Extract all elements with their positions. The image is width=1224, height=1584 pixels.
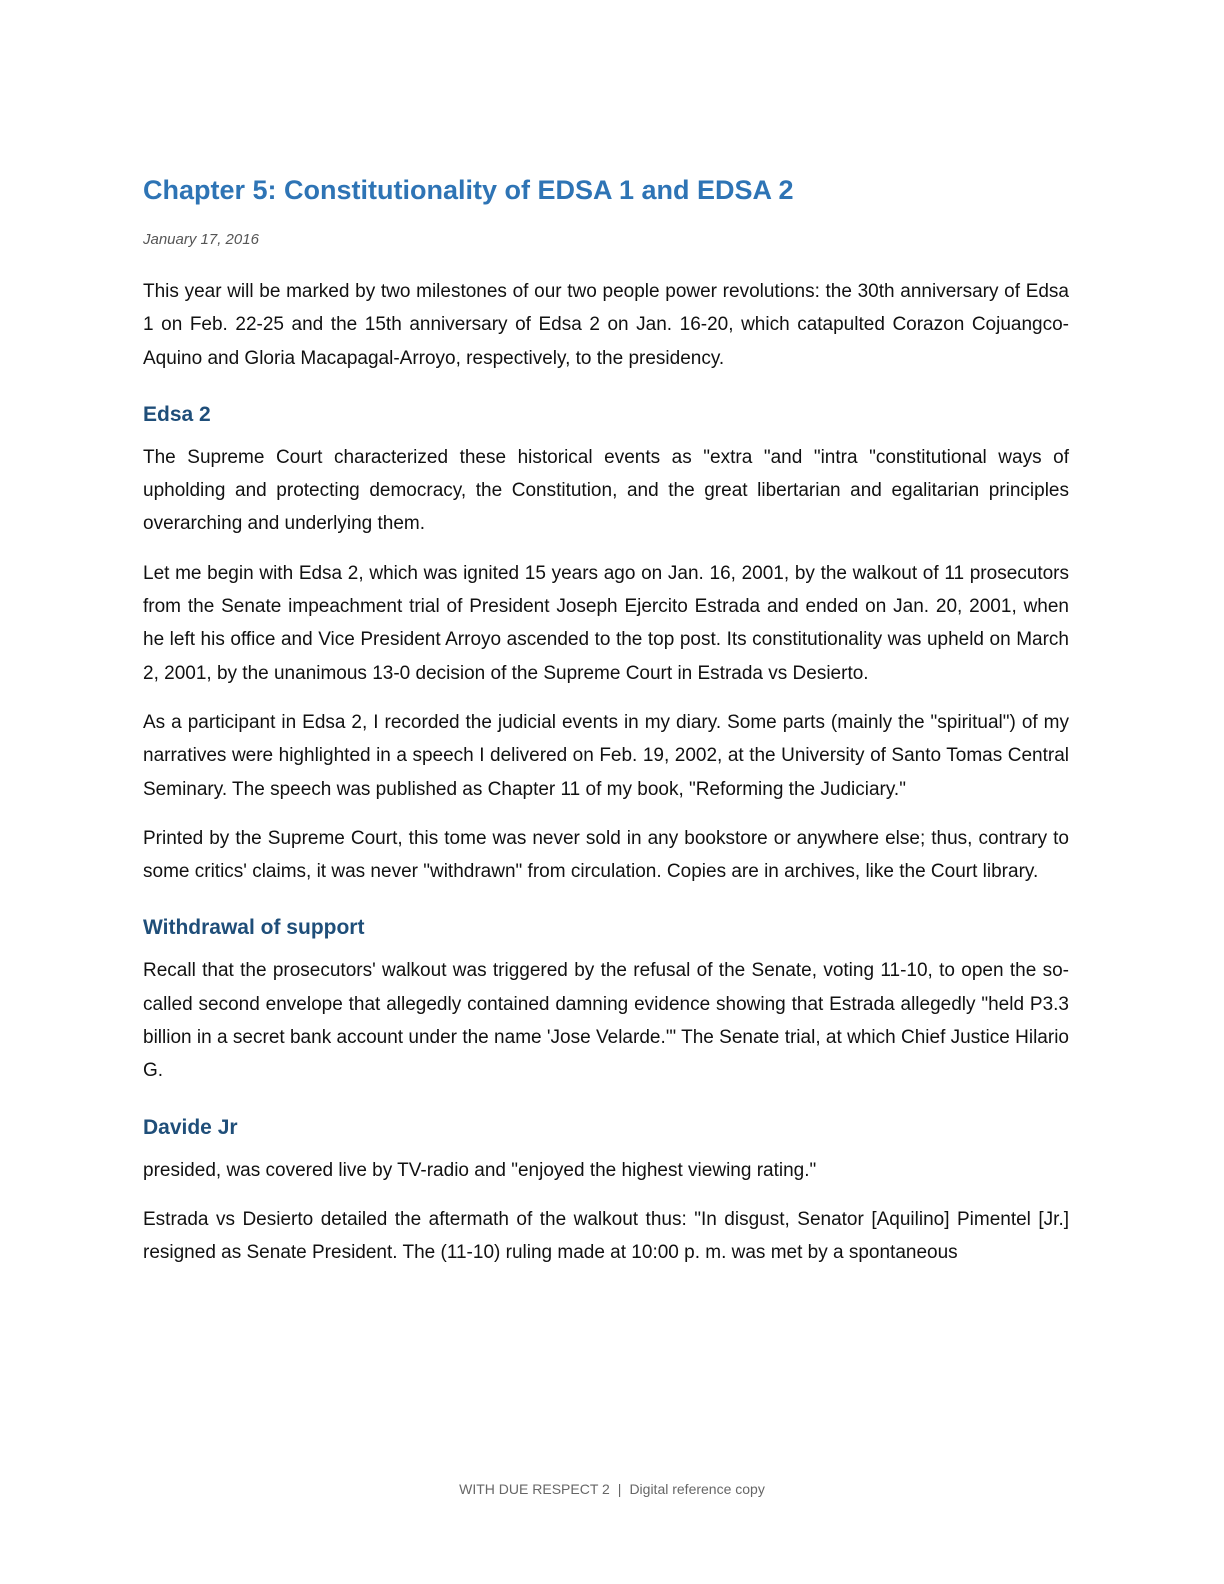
section-heading-edsa-2: Edsa 2 <box>143 402 211 426</box>
page-footer <box>0 1480 1224 1498</box>
paragraph: Recall that the prosecutors' walkout was triggered by the refusal of the Senate, voting 11-10, to open the so-called second envelope that allegedly contained damning evidence showing that Estrada allegedly "held P3.3 billion in a secret bank account under the name 'Jose Velarde.'" The Senate trial, at which Chief Justice Hilario G. <box>143 960 1069 1082</box>
footer-note: Digital reference copy <box>629 1481 765 1497</box>
paragraph: presided, was covered live by TV-radio and "enjoyed the highest viewing rating." <box>143 1159 817 1181</box>
paragraph-intro: This year will be marked by two milestones of our two people power revolutions: the 30th anniversary of Edsa 1 on Feb. 22-25 and the 15th anniversary of Edsa 2 on Jan. 16-20, which catapulted Corazon Cojuangco-Aquino and Gloria Macapagal-Arroyo, respectively, to the presidency. <box>143 281 1069 369</box>
paragraph: As a participant in Edsa 2, I recorded the judicial events in my diary. Some parts (mainly the "spiritual") of my narratives were highlighted in a speech I delivered on Feb. 19, 2002, at the University of Santo Tomas Central Seminary. The speech was published as Chapter 11 of my book, "Reforming the Judiciary." <box>143 711 1069 800</box>
chapter-title: Chapter 5: Constitutionality of EDSA 1 and EDSA 2 <box>143 175 794 205</box>
section-heading-withdrawal-of-support: Withdrawal of support <box>143 916 365 940</box>
paragraph: Let me begin with Edsa 2, which was ignited 15 years ago on Jan. 16, 2001, by the walkout of 11 prosecutors from the Senate impeachment trial of President Joseph Ejercito Estrada and ended on Jan. 20, 2001, when he left his office and Vice President Arroyo ascended to the top post. Its constitutionality was upheld on March 2, 2001, by the unanimous 13-0 decision of the Supreme Court in Estrada vs Desierto. <box>143 562 1069 684</box>
footer-separator: | <box>617 1481 622 1497</box>
paragraph: Printed by the Supreme Court, this tome was never sold in any bookstore or anywhere else; thus, contrary to some critics' claims, it was never "withdrawn" from circulation. Copies are in archives, like the Court library. <box>143 827 1069 883</box>
footer-book-title: WITH DUE RESPECT 2 <box>459 1481 610 1497</box>
paragraph: Estrada vs Desierto detailed the aftermath of the walkout thus: "In disgust, Senator [Aquilino] Pimentel [Jr.] resigned as Senate President. The (11-10) ruling made at 10:00 p. m. was met by a spontaneous <box>143 1208 1069 1264</box>
page-content <box>143 172 1069 1270</box>
publication-date: January 17, 2016 <box>143 231 259 248</box>
section-heading-davide-jr: Davide Jr <box>143 1115 238 1139</box>
paragraph: The Supreme Court characterized these historical events as "extra "and "intra "constitutional ways of upholding and protecting democracy, the Constitution, and the great libertarian and egalitarian principles overarching and underlying them. <box>143 446 1069 535</box>
